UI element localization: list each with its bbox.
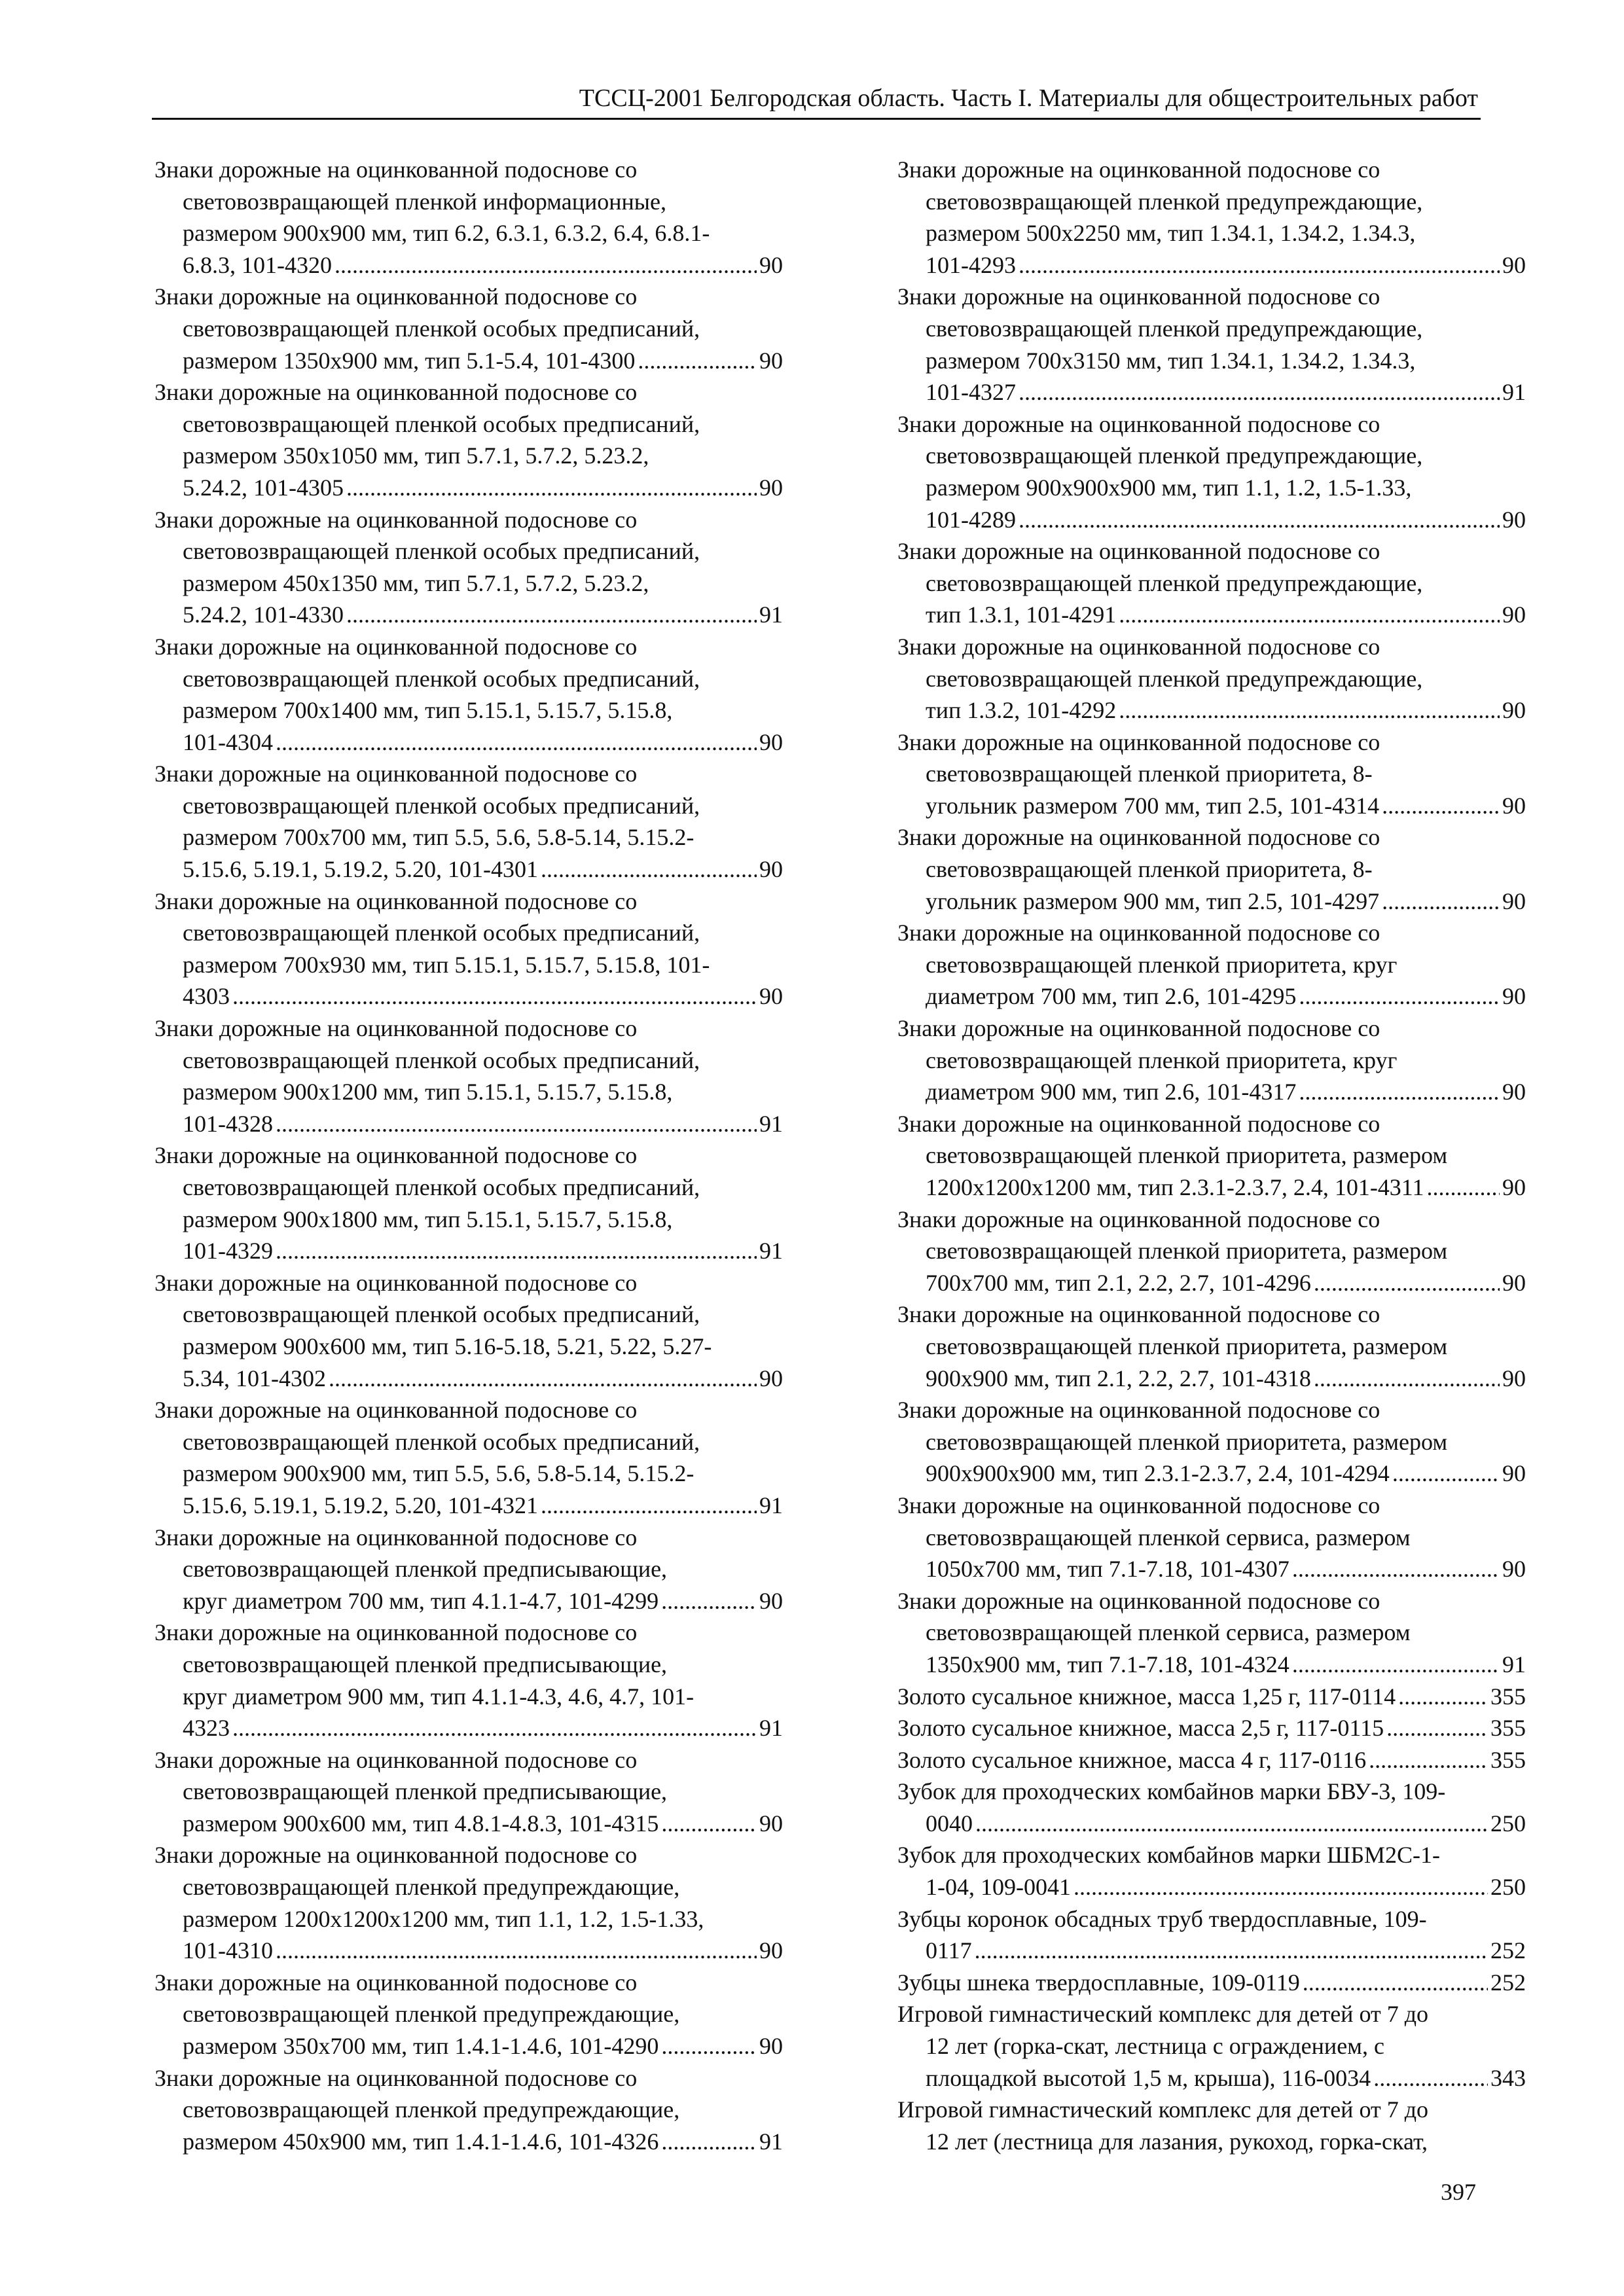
index-page-ref: 90: [1502, 1460, 1526, 1487]
index-entry: [154, 281, 783, 376]
index-entry-line: световозвращающей пленкой предупреждающие,: [183, 2001, 680, 2028]
index-entry-last-line: [897, 1808, 1526, 1840]
index-page-ref: 91: [1502, 379, 1526, 406]
index-entry: [897, 1490, 1526, 1585]
dot-leader: [346, 599, 757, 631]
index-entry-text: Зубцы шнека твердосплавные, 109-0119: [897, 1969, 1300, 1996]
index-page-ref: 90: [759, 1587, 783, 1614]
index-entry: [154, 1267, 783, 1394]
index-entry-text: 101-4329: [183, 1238, 273, 1265]
dot-leader: [334, 249, 757, 281]
index-entry-text: 101-4328: [183, 1110, 273, 1137]
index-entry: [897, 1681, 1526, 1713]
dot-leader: [661, 1585, 757, 1617]
index-entry-text: 101-4327: [926, 379, 1016, 406]
index-entry-last-line: [154, 1363, 783, 1395]
index-entry-line: размером 900х900 мм, тип 5.5, 5.6, 5.8-5.14, 5.15.2-: [183, 1460, 695, 1487]
index-entry-text: 700х700 мм, тип 2.1, 2.2, 2.7, 101-4296: [926, 1269, 1311, 1296]
index-entry-last-line: [154, 345, 783, 377]
index-entry-last-line: [897, 694, 1526, 726]
index-entry: [897, 631, 1526, 726]
index-entry-line: круг диаметром 900 мм, тип 4.1.1-4.3, 4.6, 4.7, 101-: [183, 1683, 695, 1710]
index-entry: [897, 1585, 1526, 1681]
index-entry-line: световозвращающей пленкой предупреждающие,: [183, 2096, 680, 2123]
index-page-ref: 90: [759, 347, 783, 374]
index-entry: [897, 821, 1526, 917]
index-entry-last-line: [154, 1490, 783, 1522]
dot-leader: [1019, 504, 1500, 536]
index-entry-line: Знаки дорожные на оцинкованной подоснове со: [154, 2064, 638, 2091]
index-entry-line: размером 700х700 мм, тип 5.5, 5.6, 5.8-5.14, 5.15.2-: [183, 824, 695, 851]
index-entry-line: Знаки дорожные на оцинкованной подоснове со: [897, 920, 1380, 946]
dot-leader: [1292, 1553, 1500, 1585]
index-page-ref: 355: [1490, 1746, 1526, 1773]
dot-leader: [975, 1808, 1488, 1840]
index-entry-text: 5.15.6, 5.19.1, 5.19.2, 5.20, 101-4321: [183, 1492, 538, 1518]
index-entry: [154, 1967, 783, 2062]
index-entry: [897, 1744, 1526, 1776]
index-entry-line: 12 лет (горка-скат, лестница с ограждением, с: [926, 2033, 1384, 2060]
index-entry: [897, 1394, 1526, 1490]
index-page-ref: 91: [759, 601, 783, 628]
dot-leader: [1299, 1076, 1500, 1108]
index-entry-last-line: [897, 249, 1526, 281]
dot-leader: [1303, 1967, 1488, 1999]
index-entry-line: световозвращающей пленкой приоритета, круг: [926, 1047, 1398, 1073]
dot-leader: [1119, 694, 1500, 726]
index-entry: [154, 1839, 783, 1966]
index-entry-text: угольник размером 700 мм, тип 2.5, 101-4314: [926, 792, 1380, 819]
dot-leader: [1386, 1712, 1488, 1744]
index-page-ref: 90: [1502, 792, 1526, 819]
index-entry-line: размером 700х1400 мм, тип 5.15.1, 5.15.7, 5.15.8,: [183, 697, 673, 724]
index-entry-text: диаметром 700 мм, тип 2.6, 101-4295: [926, 983, 1297, 1010]
index-entry-text: 5.24.2, 101-4330: [183, 601, 344, 628]
index-entry-last-line: [897, 1076, 1526, 1108]
index-entry-line: размером 500х2250 мм, тип 1.34.1, 1.34.2, 1.34.3,: [926, 220, 1416, 247]
index-entry-text: размером 1350х900 мм, тип 5.1-5.4, 101-4300: [183, 347, 636, 374]
index-entry-line: световозвращающей пленкой предупреждающие,: [926, 442, 1423, 469]
index-entry-line: Знаки дорожные на оцинкованной подоснове со: [897, 156, 1380, 183]
index-page-ref: 90: [1502, 601, 1526, 628]
index-entry-last-line: [897, 1871, 1526, 1903]
index-entry-last-line: [897, 376, 1526, 408]
index-entry-last-line: [897, 1712, 1526, 1744]
index-entry-last-line: [154, 1935, 783, 1967]
index-entry-last-line: [154, 2030, 783, 2062]
index-entry-line: Знаки дорожные на оцинкованной подоснове со: [154, 633, 638, 660]
index-entry-line: Знаки дорожные на оцинкованной подоснове со: [154, 156, 638, 183]
index-page-ref: 91: [759, 1110, 783, 1137]
index-page-ref: 90: [759, 728, 783, 755]
index-entry-line: размером 900х900х900 мм, тип 1.1, 1.2, 1.5-1.33,: [926, 474, 1412, 501]
index-entry-line: световозвращающей пленкой приоритета, 8-: [926, 856, 1373, 883]
dot-leader: [541, 1490, 757, 1522]
index-entry: [154, 1394, 783, 1521]
index-entry-last-line: [154, 2126, 783, 2158]
index-entry-line: 12 лет (лестница для лазания, рукоход, горка-скат,: [926, 2128, 1428, 2155]
index-entry: [897, 154, 1526, 281]
index-entry-last-line: [154, 1235, 783, 1267]
dot-leader: [232, 980, 757, 1013]
dot-leader: [1426, 1172, 1500, 1204]
index-entry-text: размером 450х900 мм, тип 1.4.1-1.4.6, 101-4326: [183, 2128, 659, 2155]
dot-leader: [661, 2126, 757, 2158]
index-entry-line: размером 1200х1200х1200 мм, тип 1.1, 1.2, 1.5-1.33,: [183, 1905, 704, 1932]
index-page-ref: 91: [1502, 1651, 1526, 1677]
index-entry: [154, 631, 783, 758]
index-entry-line: Знаки дорожные на оцинкованной подоснове со: [154, 1619, 638, 1646]
dot-leader: [1382, 790, 1500, 822]
index-entry-text: Золото сусальное книжное, масса 2,5 г, 117-0115: [897, 1715, 1384, 1742]
index-entry: [154, 1139, 783, 1266]
index-entry-line: Знаки дорожные на оцинкованной подоснове со: [154, 1969, 638, 1996]
index-entry-last-line: [897, 1744, 1526, 1776]
index-entry-last-line: [154, 980, 783, 1013]
index-entry-last-line: [897, 1681, 1526, 1713]
index-entry-line: световозвращающей пленкой предупреждающие,: [183, 1874, 680, 1901]
index-entry-line: Знаки дорожные на оцинкованной подоснове со: [897, 1492, 1380, 1518]
dot-leader: [661, 2030, 757, 2062]
dot-leader: [276, 1235, 757, 1267]
index-entry-line: световозвращающей пленкой особых предписаний,: [183, 1428, 700, 1455]
dot-leader: [1392, 1458, 1500, 1490]
index-entry: [897, 1839, 1526, 1903]
index-entry-text: Золото сусальное книжное, масса 4 г, 117-0116: [897, 1746, 1367, 1773]
index-page-ref: 90: [1502, 251, 1526, 278]
index-entry-text: 5.34, 101-4302: [183, 1365, 326, 1391]
index-entry-last-line: [897, 2062, 1526, 2094]
index-entry-line: Игровой гимнастический комплекс для детей от 7 до: [897, 2001, 1429, 2028]
index-entry-last-line: [897, 1172, 1526, 1204]
index-entry-line: световозвращающей пленкой приоритета, размером: [926, 1142, 1448, 1169]
index-page-ref: 343: [1490, 2064, 1526, 2091]
index-entry-line: световозвращающей пленкой особых предписаний,: [183, 920, 700, 946]
index-entry: [897, 726, 1526, 822]
index-page-ref: 90: [759, 474, 783, 501]
index-entry: [897, 917, 1526, 1013]
index-entry-line: световозвращающей пленкой предупреждающие,: [926, 569, 1423, 596]
dot-leader: [1373, 2062, 1488, 2094]
index-entry-line: Знаки дорожные на оцинкованной подоснове со: [154, 506, 638, 533]
index-entry-line: Знаки дорожные на оцинкованной подоснове со: [897, 1301, 1380, 1328]
dot-leader: [1019, 376, 1500, 408]
index-page-ref: 90: [1502, 1269, 1526, 1296]
index-entry-last-line: [897, 1267, 1526, 1299]
dot-leader: [975, 1935, 1488, 1967]
index-entry: [897, 535, 1526, 631]
index-entry-line: Знаки дорожные на оцинкованной подоснове со: [897, 1110, 1380, 1137]
dot-leader: [661, 1808, 757, 1840]
dot-leader: [276, 1108, 757, 1140]
index-entry-last-line: [897, 504, 1526, 536]
dot-leader: [1314, 1363, 1500, 1395]
index-entry-line: световозвращающей пленкой предупреждающие,: [926, 665, 1423, 692]
index-entry-line: световозвращающей пленкой приоритета, размером: [926, 1238, 1448, 1265]
index-entry-text: 1-04, 109-0041: [926, 1874, 1071, 1901]
index-entry-line: Знаки дорожные на оцинкованной подоснове со: [154, 888, 638, 914]
index-entry-line: Игровой гимнастический комплекс для детей от 7 до: [897, 2096, 1429, 2123]
index-entry-line: световозвращающей пленкой приоритета, круг: [926, 951, 1398, 978]
index-entry-text: 1050х700 мм, тип 7.1-7.18, 101-4307: [926, 1556, 1290, 1583]
index-entry-line: световозвращающей пленкой особых предписаний,: [183, 792, 700, 819]
index-page-ref: 252: [1490, 1969, 1526, 1996]
dot-leader: [1314, 1267, 1500, 1299]
index-entry-line: Зубок для проходческих комбайнов марки ШБМ2С-1-: [897, 1842, 1441, 1869]
index-entry-last-line: [897, 790, 1526, 822]
index-page-ref: 90: [1502, 1556, 1526, 1583]
index-entry-line: световозвращающей пленкой приоритета, размером: [926, 1333, 1448, 1359]
index-entry: [897, 1712, 1526, 1744]
index-entry-line: Знаки дорожные на оцинкованной подоснове со: [897, 633, 1380, 660]
index-page-ref: 355: [1490, 1683, 1526, 1710]
dot-leader: [1292, 1649, 1500, 1681]
index-entry: [897, 1967, 1526, 1999]
index-entry: [154, 154, 783, 281]
index-entry-text: 4303: [183, 983, 230, 1010]
index-entry: [897, 281, 1526, 408]
index-entry-last-line: [897, 1935, 1526, 1967]
dot-leader: [346, 472, 757, 504]
index-entry-line: размером 900х900 мм, тип 6.2, 6.3.1, 6.3.2, 6.4, 6.8.1-: [183, 220, 710, 247]
index-entry-text: Золото сусальное книжное, масса 1,25 г, 117-0114: [897, 1683, 1396, 1710]
index-page-ref: 250: [1490, 1874, 1526, 1901]
index-entry-line: световозвращающей пленкой особых предписаний,: [183, 1047, 700, 1073]
index-entry-text: 0117: [926, 1937, 972, 1964]
index-page-ref: 90: [1502, 983, 1526, 1010]
index-entry-text: 1200х1200х1200 мм, тип 2.3.1-2.3.7, 2.4, 101-4311: [926, 1174, 1424, 1200]
index-entry-line: световозвращающей пленкой предупреждающие,: [926, 315, 1423, 342]
index-page-ref: 90: [759, 983, 783, 1010]
dot-leader: [232, 1712, 757, 1744]
index-entry-line: Знаки дорожные на оцинкованной подоснове со: [154, 1746, 638, 1773]
index-entry-line: Знаки дорожные на оцинкованной подоснове со: [154, 1842, 638, 1869]
dot-leader: [1299, 980, 1500, 1013]
index-entry: [897, 408, 1526, 535]
index-entry-last-line: [154, 1808, 783, 1840]
index-entry-line: световозвращающей пленкой информационные,: [183, 188, 666, 215]
index-entry-line: Знаки дорожные на оцинкованной подоснове со: [154, 379, 638, 406]
index-entry-line: Знаки дорожные на оцинкованной подоснове со: [897, 728, 1380, 755]
index-entry: [154, 886, 783, 1013]
index-page-ref: 90: [1502, 1174, 1526, 1200]
index-entry-line: световозвращающей пленкой особых предписаний,: [183, 315, 700, 342]
index-page-ref: 90: [759, 856, 783, 883]
dot-leader: [276, 1935, 757, 1967]
index-entry-line: Знаки дорожные на оцинкованной подоснове со: [154, 283, 638, 310]
index-entry-line: Знаки дорожные на оцинкованной подоснове со: [154, 1142, 638, 1169]
index-entry-last-line: [154, 1712, 783, 1744]
index-entry-text: диаметром 900 мм, тип 2.6, 101-4317: [926, 1079, 1297, 1105]
page-number: 397: [1441, 2179, 1476, 2205]
index-entry-line: размером 350х1050 мм, тип 5.7.1, 5.7.2, 5.23.2,: [183, 442, 649, 469]
index-entry: [897, 1013, 1526, 1108]
index-page-ref: 90: [759, 2033, 783, 2060]
index-page-ref: 90: [759, 1365, 783, 1391]
index-entry-last-line: [154, 599, 783, 631]
index-entry: [154, 1744, 783, 1840]
index-entry-line: Знаки дорожные на оцинкованной подоснове со: [897, 824, 1380, 851]
index-page-ref: 90: [1502, 1365, 1526, 1391]
index-entry-last-line: [154, 726, 783, 759]
index-entry: [154, 376, 783, 503]
index-entry-line: Знаки дорожные на оцинкованной подоснове со: [897, 283, 1380, 310]
index-entry-line: световозвращающей пленкой предписывающие,: [183, 1651, 668, 1677]
index-entry-text: 101-4310: [183, 1937, 273, 1964]
index-page-ref: 90: [1502, 697, 1526, 724]
index-entry: [154, 1617, 783, 1744]
index-entry-line: Знаки дорожные на оцинкованной подоснове со: [897, 1206, 1380, 1232]
dot-leader: [1369, 1744, 1488, 1776]
index-page-ref: 250: [1490, 1810, 1526, 1837]
index-entry-line: Знаки дорожные на оцинкованной подоснове со: [154, 1269, 638, 1296]
index-entry-line: световозвращающей пленкой предписывающие,: [183, 1556, 668, 1583]
index-entry: [897, 1108, 1526, 1204]
index-page-ref: 91: [759, 1492, 783, 1518]
index-entry-last-line: [897, 1553, 1526, 1585]
index-entry-text: 101-4293: [926, 251, 1016, 278]
index-entry: [154, 2062, 783, 2158]
index-entry-text: 900х900 мм, тип 2.1, 2.2, 2.7, 101-4318: [926, 1365, 1311, 1391]
index-entry-text: круг диаметром 700 мм, тип 4.1.1-4.7, 101-4299: [183, 1587, 659, 1614]
index-entry-text: тип 1.3.2, 101-4292: [926, 697, 1117, 724]
index-entry-line: размером 900х1800 мм, тип 5.15.1, 5.15.7, 5.15.8,: [183, 1206, 673, 1232]
index-entry-line: Знаки дорожные на оцинкованной подоснове со: [154, 1524, 638, 1551]
dot-leader: [1382, 886, 1500, 918]
index-entry-text: 6.8.3, 101-4320: [183, 251, 332, 278]
index-entry-last-line: [897, 599, 1526, 631]
index-entry-text: 0040: [926, 1810, 973, 1837]
dot-leader: [1074, 1871, 1488, 1903]
dot-leader: [1019, 249, 1500, 281]
index-page-ref: 90: [759, 1810, 783, 1837]
running-header: [152, 79, 1481, 120]
index-entry-last-line: [897, 980, 1526, 1013]
index-column-right: [897, 154, 1526, 2157]
index-entry: [897, 1903, 1526, 1967]
header-title: ТССЦ-2001 Белгородская область. Часть I. Материалы для общестроительных работ: [579, 84, 1478, 112]
index-entry-text: 4323: [183, 1715, 230, 1742]
dot-leader: [638, 345, 757, 377]
index-entry-last-line: [897, 886, 1526, 918]
index-entry-line: световозвращающей пленкой особых предписаний,: [183, 538, 700, 565]
index-entry-text: 101-4289: [926, 506, 1016, 533]
index-entry-last-line: [154, 853, 783, 886]
index-page-ref: 91: [759, 1715, 783, 1742]
index-entry-line: световозвращающей пленкой приоритета, 8-: [926, 761, 1373, 787]
index-entry-line: Знаки дорожные на оцинкованной подоснове со: [897, 410, 1380, 437]
index-entry-line: световозвращающей пленкой сервиса, размером: [926, 1524, 1411, 1551]
index-entry-text: размером 900х600 мм, тип 4.8.1-4.8.3, 101-4315: [183, 1810, 659, 1837]
index-entry-last-line: [897, 1649, 1526, 1681]
index-page-ref: 90: [1502, 506, 1526, 533]
index-entry: [897, 1776, 1526, 1839]
index-entry: [897, 1204, 1526, 1299]
index-entry: [154, 1522, 783, 1617]
index-page-ref: 91: [759, 2128, 783, 2155]
index-entry-line: размером 700х3150 мм, тип 1.34.1, 1.34.2, 1.34.3,: [926, 347, 1416, 374]
index-entry-line: световозвращающей пленкой предупреждающие,: [926, 188, 1423, 215]
index-entry-line: Знаки дорожные на оцинкованной подоснове со: [897, 538, 1380, 565]
index-entry-line: световозвращающей пленкой приоритета, размером: [926, 1428, 1448, 1455]
index-entry-last-line: [897, 1458, 1526, 1490]
index-entry-line: световозвращающей пленкой особых предписаний,: [183, 410, 700, 437]
index-entry: [154, 504, 783, 631]
index-column-left: [154, 154, 783, 2157]
index-page-ref: 252: [1490, 1937, 1526, 1964]
index-entry-line: размером 900х1200 мм, тип 5.15.1, 5.15.7, 5.15.8,: [183, 1079, 673, 1105]
index-entry-text: 101-4304: [183, 728, 273, 755]
index-entry-line: Знаки дорожные на оцинкованной подоснове со: [897, 1015, 1380, 1042]
index-entry-last-line: [897, 1967, 1526, 1999]
index-entry-line: размером 900х600 мм, тип 5.16-5.18, 5.21, 5.22, 5.27-: [183, 1333, 712, 1359]
index-entry-line: Знаки дорожные на оцинкованной подоснове со: [897, 1397, 1380, 1424]
index-entry-last-line: [154, 472, 783, 504]
index-entry-line: Зубцы коронок обсадных труб твердосплавные, 109-: [897, 1905, 1427, 1932]
index-entry-text: 5.15.6, 5.19.1, 5.19.2, 5.20, 101-4301: [183, 856, 538, 883]
index-entry-text: размером 350х700 мм, тип 1.4.1-1.4.6, 101-4290: [183, 2033, 659, 2060]
index-entry-line: световозвращающей пленкой сервиса, размером: [926, 1619, 1411, 1646]
index-entry: [897, 1998, 1526, 2094]
index-page-ref: 355: [1490, 1715, 1526, 1742]
index-entry-text: 5.24.2, 101-4305: [183, 474, 344, 501]
index-entry-last-line: [154, 249, 783, 281]
index-entry: [897, 2094, 1526, 2157]
index-entry-line: Знаки дорожные на оцинкованной подоснове со: [154, 1015, 638, 1042]
index-entry-text: 1350х900 мм, тип 7.1-7.18, 101-4324: [926, 1651, 1290, 1677]
index-entry-text: 900х900х900 мм, тип 2.3.1-2.3.7, 2.4, 101-4294: [926, 1460, 1390, 1487]
dot-leader: [276, 726, 757, 759]
index-entry-line: Знаки дорожные на оцинкованной подоснове со: [154, 761, 638, 787]
index-entry-last-line: [897, 1363, 1526, 1395]
index-page-ref: 90: [1502, 1079, 1526, 1105]
index-page-ref: 90: [759, 1937, 783, 1964]
index-page-ref: 91: [759, 1238, 783, 1265]
index-page-ref: 90: [759, 251, 783, 278]
index-entry-line: световозвращающей пленкой предписывающие,: [183, 1778, 668, 1805]
index-entry: [897, 1299, 1526, 1394]
index-page-ref: 90: [1502, 888, 1526, 914]
index-entry-text: угольник размером 900 мм, тип 2.5, 101-4297: [926, 888, 1380, 914]
index-entry: [154, 758, 783, 885]
index-entry-line: световозвращающей пленкой особых предписаний,: [183, 1174, 700, 1200]
index-entry-text: площадкой высотой 1,5 м, крыша), 116-0034: [926, 2064, 1371, 2091]
index-entry-line: размером 700х930 мм, тип 5.15.1, 5.15.7, 5.15.8, 101-: [183, 951, 710, 978]
dot-leader: [1119, 599, 1500, 631]
index-entry-line: Знаки дорожные на оцинкованной подоснове со: [154, 1397, 638, 1424]
index-entry-line: размером 450х1350 мм, тип 5.7.1, 5.7.2, 5.23.2,: [183, 569, 649, 596]
index-entry-line: световозвращающей пленкой особых предписаний,: [183, 665, 700, 692]
dot-leader: [329, 1363, 757, 1395]
dot-leader: [1398, 1681, 1488, 1713]
index-entry-line: Зубок для проходческих комбайнов марки БВУ-3, 109-: [897, 1778, 1446, 1805]
index-entry-line: Знаки дорожные на оцинкованной подоснове со: [897, 1587, 1380, 1614]
dot-leader: [541, 853, 757, 886]
index-entry: [154, 1013, 783, 1139]
index-entry-last-line: [154, 1585, 783, 1617]
index-entry-line: световозвращающей пленкой особых предписаний,: [183, 1301, 700, 1328]
index-entry-text: тип 1.3.1, 101-4291: [926, 601, 1117, 628]
index-entry-last-line: [154, 1108, 783, 1140]
